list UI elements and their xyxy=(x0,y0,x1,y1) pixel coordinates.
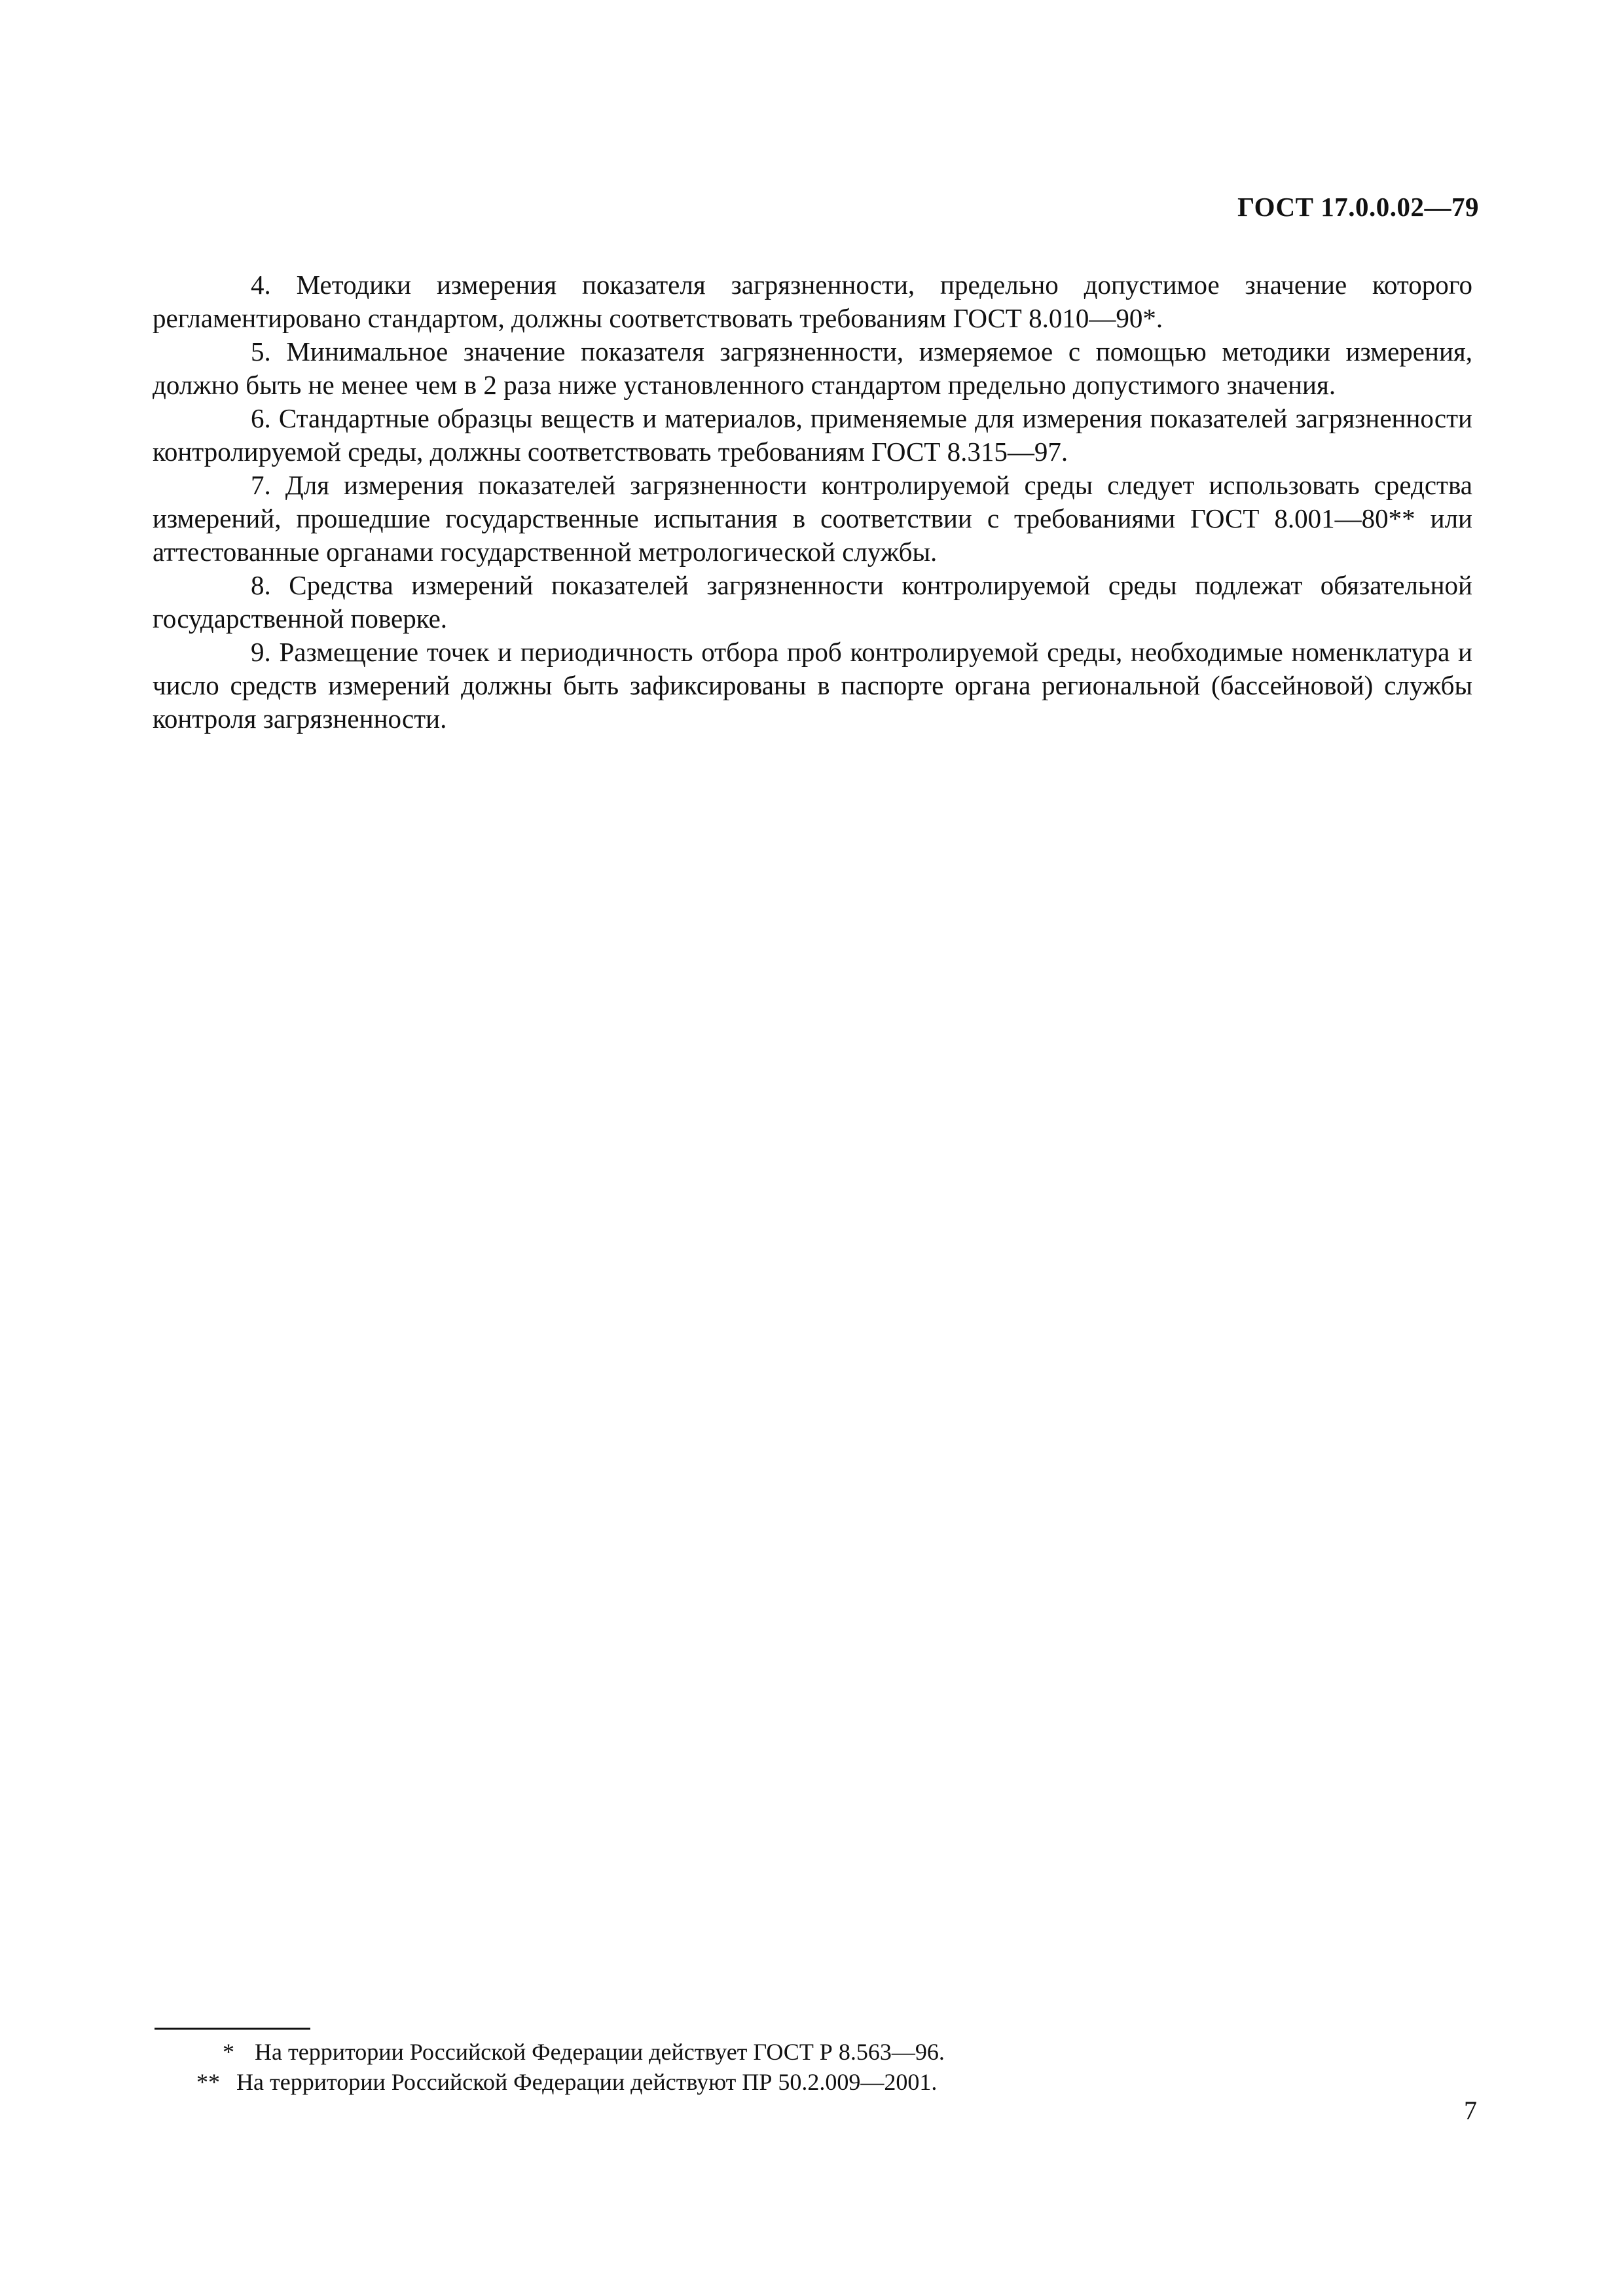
footnote-separator xyxy=(155,2028,310,2030)
footnote-mark: * xyxy=(223,2039,234,2065)
footnote-1 xyxy=(223,2037,1467,2067)
paragraph-9: 9. Размещение точек и периодичность отбора проб контролируемой среды, необходимые номенклатура и число средств измерений должны быть зафиксированы в паспорте органа региональной (бассейновой) службы контроля загрязненности. xyxy=(153,637,1472,734)
paragraph-7: 7. Для измерения показателей загрязненности контролируемой среды следует использовать средства измерений, прошедшие государственные испытания в соответствии с требованиями ГОСТ 8.001—80** или аттестованные органами государственной метрологической службы. xyxy=(153,470,1472,567)
paragraph-5: 5. Минимальное значение показателя загрязненности, измеряемое с помощью методики измерения, должно быть не менее чем в 2 раза ниже установленного стандартом предельно допустимого значения. xyxy=(153,336,1472,400)
paragraph-8: 8. Средства измерений показателей загрязненности контролируемой среды подлежат обязательной государственной поверке. xyxy=(153,570,1472,634)
footnote-mark: ** xyxy=(196,2069,220,2095)
footnote-text: На территории Российской Федерации действует ГОСТ Р 8.563—96. xyxy=(255,2039,945,2065)
footnotes xyxy=(196,2037,1467,2097)
footnote-2 xyxy=(196,2067,1467,2097)
footnote-text: На территории Российской Федерации действуют ПР 50.2.009—2001. xyxy=(236,2069,938,2095)
document-body xyxy=(153,268,1472,736)
page-number: 7 xyxy=(1464,2096,1477,2125)
paragraph-4: 4. Методики измерения показателя загрязненности, предельно допустимое значение которого регламентировано стандартом, должны соответствовать требованиям ГОСТ 8.010—90*. xyxy=(153,270,1472,333)
paragraph-6: 6. Стандартные образцы веществ и материалов, применяемые для измерения показателей загрязненности контролируемой среды, должны соответствовать требованиям ГОСТ 8.315—97. xyxy=(153,403,1472,467)
standard-code-header: ГОСТ 17.0.0.02—79 xyxy=(1237,192,1479,222)
